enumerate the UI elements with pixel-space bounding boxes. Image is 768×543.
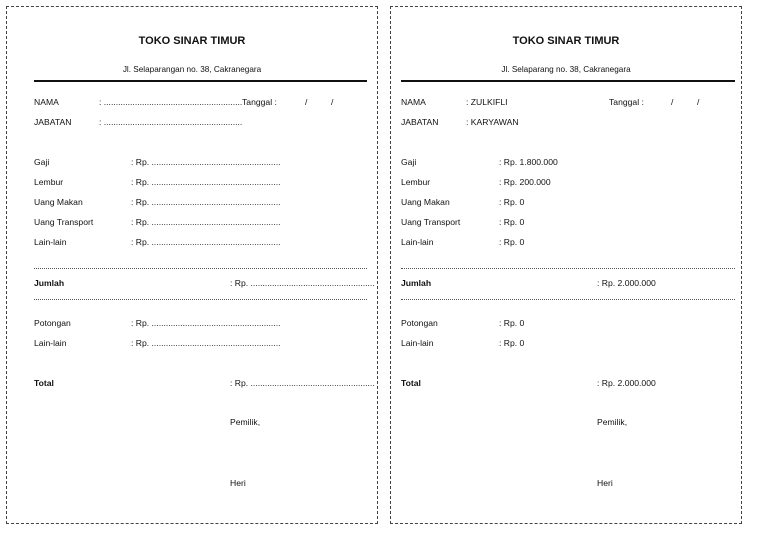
owner-label: Pemilik, xyxy=(597,417,628,427)
store-address: Jl. Selaparang no. 38, Cakranegara xyxy=(501,65,631,74)
date-separator: / xyxy=(671,97,674,107)
item-value-uang-transport: : Rp. 0 xyxy=(499,217,525,227)
item-value-uang-transport: : Rp. ...................................................... xyxy=(131,217,281,227)
total-value: : Rp. .................................................... xyxy=(230,378,375,388)
jabatan-label: JABATAN xyxy=(34,117,72,127)
deduction-value-potongan: : Rp. 0 xyxy=(499,318,525,328)
store-name: TOKO SINAR TIMUR xyxy=(512,35,620,47)
owner-name: Heri xyxy=(597,478,613,488)
jumlah-value: : Rp. 2.000.000 xyxy=(597,278,656,288)
jabatan-value: : KARYAWAN xyxy=(466,117,519,127)
item-value-gaji: : Rp. 1.800.000 xyxy=(499,157,558,167)
jabatan-label: JABATAN xyxy=(401,117,439,127)
deduction-value-potongan: : Rp. ...................................................... xyxy=(131,318,281,328)
header-divider xyxy=(401,80,735,82)
item-label-lain-lain: Lain-lain xyxy=(401,237,434,247)
jumlah-label: Jumlah xyxy=(401,278,432,288)
item-value-lembur: : Rp. 200.000 xyxy=(499,177,551,187)
date-separator: / xyxy=(331,97,334,107)
deduction-value-lain-lain: : Rp. ...................................................... xyxy=(131,338,281,348)
deduction-label-potongan: Potongan xyxy=(34,318,71,328)
total-label: Total xyxy=(34,378,54,388)
salary-slip-blank xyxy=(6,6,378,524)
jumlah-value: : Rp. .................................................... xyxy=(230,278,375,288)
deduction-label-potongan: Potongan xyxy=(401,318,438,328)
dotted-divider xyxy=(34,268,367,269)
date-separator: / xyxy=(697,97,700,107)
item-label-uang-makan: Uang Makan xyxy=(34,197,83,207)
deduction-label-lain-lain: Lain-lain xyxy=(401,338,434,348)
nama-value: : ZULKIFLI xyxy=(466,97,508,107)
item-value-uang-makan: : Rp. 0 xyxy=(499,197,525,207)
nama-label: NAMA xyxy=(401,97,426,107)
item-label-uang-transport: Uang Transport xyxy=(401,217,461,227)
store-name: TOKO SINAR TIMUR xyxy=(138,35,246,47)
item-value-uang-makan: : Rp. ...................................................... xyxy=(131,197,281,207)
jabatan-value: : .......................................................... xyxy=(99,117,243,127)
item-label-gaji: Gaji xyxy=(401,157,417,167)
jumlah-label: Jumlah xyxy=(34,278,65,288)
nama-label: NAMA xyxy=(34,97,59,107)
owner-name: Heri xyxy=(230,478,246,488)
nama-value: : .......................................................... xyxy=(99,97,243,107)
dotted-divider xyxy=(401,268,735,269)
store-address: Jl. Selaparangan no. 38, Cakranegara xyxy=(122,65,262,74)
deduction-label-lain-lain: Lain-lain xyxy=(34,338,67,348)
tanggal-label: Tanggal : xyxy=(242,97,277,107)
item-value-gaji: : Rp. ...................................................... xyxy=(131,157,281,167)
total-label: Total xyxy=(401,378,421,388)
item-label-lembur: Lembur xyxy=(34,177,64,187)
salary-slip-filled xyxy=(390,6,742,524)
date-separator: / xyxy=(305,97,308,107)
total-value: : Rp. 2.000.000 xyxy=(597,378,656,388)
item-label-lembur: Lembur xyxy=(401,177,431,187)
item-label-uang-makan: Uang Makan xyxy=(401,197,450,207)
item-value-lain-lain: : Rp. ...................................................... xyxy=(131,237,281,247)
item-value-lain-lain: : Rp. 0 xyxy=(499,237,525,247)
dotted-divider xyxy=(401,299,735,300)
owner-label: Pemilik, xyxy=(230,417,261,427)
deduction-value-lain-lain: : Rp. 0 xyxy=(499,338,525,348)
header-divider xyxy=(34,80,367,82)
tanggal-label: Tanggal : xyxy=(609,97,644,107)
item-value-lembur: : Rp. ...................................................... xyxy=(131,177,281,187)
item-label-lain-lain: Lain-lain xyxy=(34,237,67,247)
item-label-gaji: Gaji xyxy=(34,157,50,167)
item-label-uang-transport: Uang Transport xyxy=(34,217,94,227)
dotted-divider xyxy=(34,299,367,300)
